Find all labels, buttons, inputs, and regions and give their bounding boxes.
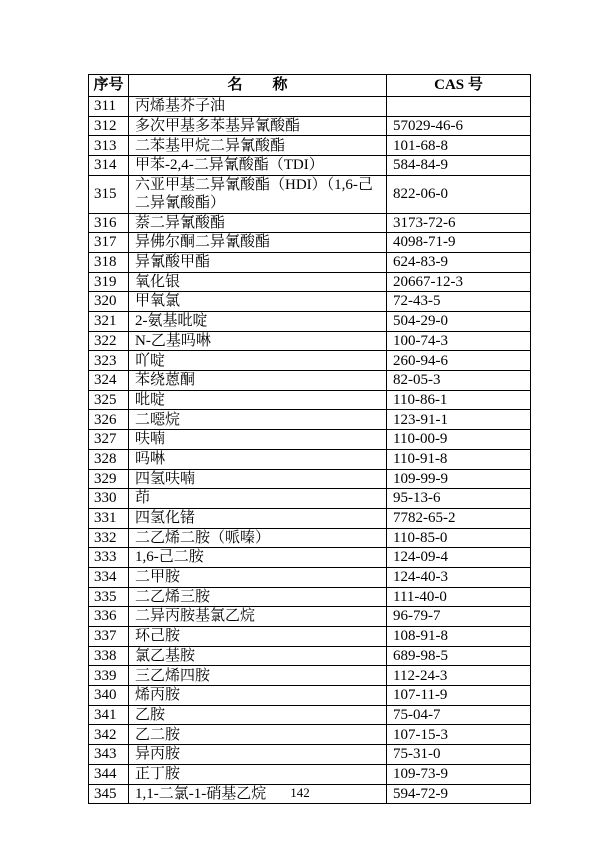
table-body xyxy=(89,97,531,804)
row-name-cell: 二噁烷 xyxy=(129,410,387,430)
page-number: 142 xyxy=(290,785,310,800)
row-cas-cell xyxy=(387,97,531,117)
table-row xyxy=(89,371,531,391)
row-index-cell: 326 xyxy=(89,410,129,430)
row-index-cell: 328 xyxy=(89,449,129,469)
table-row xyxy=(89,745,531,765)
row-cas-cell: 4098-71-9 xyxy=(387,233,531,253)
row-cas-cell: 109-99-9 xyxy=(387,469,531,489)
row-index-cell: 335 xyxy=(89,587,129,607)
row-index-cell: 342 xyxy=(89,725,129,745)
row-cas-cell: 110-85-0 xyxy=(387,528,531,548)
table-row xyxy=(89,666,531,686)
row-index-cell: 315 xyxy=(89,175,129,213)
row-cas-cell: 96-79-7 xyxy=(387,607,531,627)
row-index-cell: 314 xyxy=(89,156,129,176)
table-row xyxy=(89,489,531,509)
row-cas-cell: 109-73-9 xyxy=(387,764,531,784)
row-index-cell: 321 xyxy=(89,312,129,332)
table-row xyxy=(89,351,531,371)
row-name-cell: 吖啶 xyxy=(129,351,387,371)
row-cas-cell: 100-74-3 xyxy=(387,331,531,351)
table-row xyxy=(89,390,531,410)
row-index-cell: 338 xyxy=(89,646,129,666)
row-name-cell: 吗啉 xyxy=(129,449,387,469)
row-name-cell: 异丙胺 xyxy=(129,745,387,765)
table-row xyxy=(89,449,531,469)
row-cas-cell: 112-24-3 xyxy=(387,666,531,686)
row-cas-cell: 504-29-0 xyxy=(387,312,531,332)
table-row xyxy=(89,292,531,312)
table-row xyxy=(89,686,531,706)
column-header-cas: CAS 号 xyxy=(387,75,531,97)
row-name-cell: 氯乙基胺 xyxy=(129,646,387,666)
row-cas-cell: 20667-12-3 xyxy=(387,272,531,292)
row-cas-cell: 75-31-0 xyxy=(387,745,531,765)
table-row xyxy=(89,410,531,430)
row-cas-cell: 594-72-9 xyxy=(387,784,531,804)
table-row xyxy=(89,213,531,233)
row-cas-cell: 82-05-3 xyxy=(387,371,531,391)
row-cas-cell: 72-43-5 xyxy=(387,292,531,312)
row-name-cell: 二乙烯二胺（哌嗪） xyxy=(129,528,387,548)
row-cas-cell: 822-06-0 xyxy=(387,175,531,213)
row-cas-cell: 689-98-5 xyxy=(387,646,531,666)
row-cas-cell: 260-94-6 xyxy=(387,351,531,371)
table-row xyxy=(89,587,531,607)
row-name-cell: 二乙烯三胺 xyxy=(129,587,387,607)
table-row xyxy=(89,116,531,136)
table-row xyxy=(89,508,531,528)
row-name-cell: 2-氨基吡啶 xyxy=(129,312,387,332)
row-cas-cell: 110-86-1 xyxy=(387,390,531,410)
row-name-cell: 乙二胺 xyxy=(129,725,387,745)
row-index-cell: 317 xyxy=(89,233,129,253)
row-index-cell: 312 xyxy=(89,116,129,136)
chemical-cas-table xyxy=(88,74,531,804)
row-index-cell: 316 xyxy=(89,213,129,233)
table-row xyxy=(89,646,531,666)
row-index-cell: 319 xyxy=(89,272,129,292)
row-cas-cell: 584-84-9 xyxy=(387,156,531,176)
row-name-cell: 甲苯-2,4-二异氰酸酯（TDI） xyxy=(129,156,387,176)
row-name-cell: 烯丙胺 xyxy=(129,686,387,706)
row-index-cell: 345 xyxy=(89,784,129,804)
row-index-cell: 323 xyxy=(89,351,129,371)
row-cas-cell: 124-40-3 xyxy=(387,567,531,587)
row-name-cell: 二苯基甲烷二异氰酸酯 xyxy=(129,136,387,156)
row-index-cell: 333 xyxy=(89,548,129,568)
row-cas-cell: 107-15-3 xyxy=(387,725,531,745)
row-cas-cell: 101-68-8 xyxy=(387,136,531,156)
row-index-cell: 331 xyxy=(89,508,129,528)
row-name-cell: 氧化银 xyxy=(129,272,387,292)
row-name-cell: 1,1-二氯-1-硝基乙烷 xyxy=(129,784,387,804)
table-row xyxy=(89,548,531,568)
table-row xyxy=(89,136,531,156)
table-row xyxy=(89,705,531,725)
row-index-cell: 322 xyxy=(89,331,129,351)
table-row xyxy=(89,607,531,627)
row-name-cell: 三乙烯四胺 xyxy=(129,666,387,686)
row-name-cell: 乙胺 xyxy=(129,705,387,725)
row-name-cell: 二甲胺 xyxy=(129,567,387,587)
table-row xyxy=(89,725,531,745)
row-cas-cell: 107-11-9 xyxy=(387,686,531,706)
row-index-cell: 344 xyxy=(89,764,129,784)
row-name-cell: 多次甲基多苯基异氰酸酯 xyxy=(129,116,387,136)
row-name-cell: 四氢化锗 xyxy=(129,508,387,528)
row-index-cell: 324 xyxy=(89,371,129,391)
row-index-cell: 340 xyxy=(89,686,129,706)
row-name-cell: 异氰酸甲酯 xyxy=(129,252,387,272)
row-index-cell: 320 xyxy=(89,292,129,312)
table-row xyxy=(89,469,531,489)
row-name-cell: 丙烯基芥子油 xyxy=(129,97,387,117)
row-name-cell: 呋喃 xyxy=(129,430,387,450)
row-index-cell: 329 xyxy=(89,469,129,489)
table-row xyxy=(89,312,531,332)
row-name-cell: 苯绕蒽酮 xyxy=(129,371,387,391)
row-name-cell: 茚 xyxy=(129,489,387,509)
row-index-cell: 334 xyxy=(89,567,129,587)
row-name-cell: 二异丙胺基氯乙烷 xyxy=(129,607,387,627)
row-index-cell: 311 xyxy=(89,97,129,117)
row-cas-cell: 75-04-7 xyxy=(387,705,531,725)
row-index-cell: 336 xyxy=(89,607,129,627)
row-cas-cell: 111-40-0 xyxy=(387,587,531,607)
table-row xyxy=(89,272,531,292)
row-name-cell: 环己胺 xyxy=(129,627,387,647)
table-row xyxy=(89,430,531,450)
table-row xyxy=(89,233,531,253)
row-name-cell: 吡啶 xyxy=(129,390,387,410)
table-row xyxy=(89,764,531,784)
row-cas-cell: 95-13-6 xyxy=(387,489,531,509)
table-row xyxy=(89,331,531,351)
row-name-cell: 正丁胺 xyxy=(129,764,387,784)
row-index-cell: 313 xyxy=(89,136,129,156)
table-row xyxy=(89,252,531,272)
row-index-cell: 318 xyxy=(89,252,129,272)
row-index-cell: 341 xyxy=(89,705,129,725)
row-index-cell: 332 xyxy=(89,528,129,548)
row-cas-cell: 7782-65-2 xyxy=(387,508,531,528)
row-cas-cell: 124-09-4 xyxy=(387,548,531,568)
row-cas-cell: 108-91-8 xyxy=(387,627,531,647)
row-index-cell: 339 xyxy=(89,666,129,686)
row-index-cell: 327 xyxy=(89,430,129,450)
table-row xyxy=(89,528,531,548)
table-row xyxy=(89,97,531,117)
row-cas-cell: 3173-72-6 xyxy=(387,213,531,233)
row-cas-cell: 123-91-1 xyxy=(387,410,531,430)
row-index-cell: 337 xyxy=(89,627,129,647)
row-name-cell: 萘二异氰酸酯 xyxy=(129,213,387,233)
table-row xyxy=(89,567,531,587)
row-cas-cell: 110-00-9 xyxy=(387,430,531,450)
row-cas-cell: 624-83-9 xyxy=(387,252,531,272)
row-name-cell: 六亚甲基二异氰酸酯（HDI）（1,6-己二异氰酸酯） xyxy=(129,175,387,213)
table-row xyxy=(89,175,531,213)
row-index-cell: 343 xyxy=(89,745,129,765)
row-cas-cell: 57029-46-6 xyxy=(387,116,531,136)
row-name-cell: 异佛尔酮二异氰酸酯 xyxy=(129,233,387,253)
table-row xyxy=(89,627,531,647)
table-row xyxy=(89,156,531,176)
row-name-cell: 甲氧氯 xyxy=(129,292,387,312)
row-name-cell: N-乙基吗啉 xyxy=(129,331,387,351)
row-index-cell: 330 xyxy=(89,489,129,509)
row-cas-cell: 110-91-8 xyxy=(387,449,531,469)
row-name-cell: 1,6-己二胺 xyxy=(129,548,387,568)
column-header-index: 序号 xyxy=(89,75,129,97)
column-header-name: 名 称 xyxy=(129,75,387,97)
row-index-cell: 325 xyxy=(89,390,129,410)
row-name-cell: 四氢呋喃 xyxy=(129,469,387,489)
table-header-row xyxy=(89,75,531,97)
